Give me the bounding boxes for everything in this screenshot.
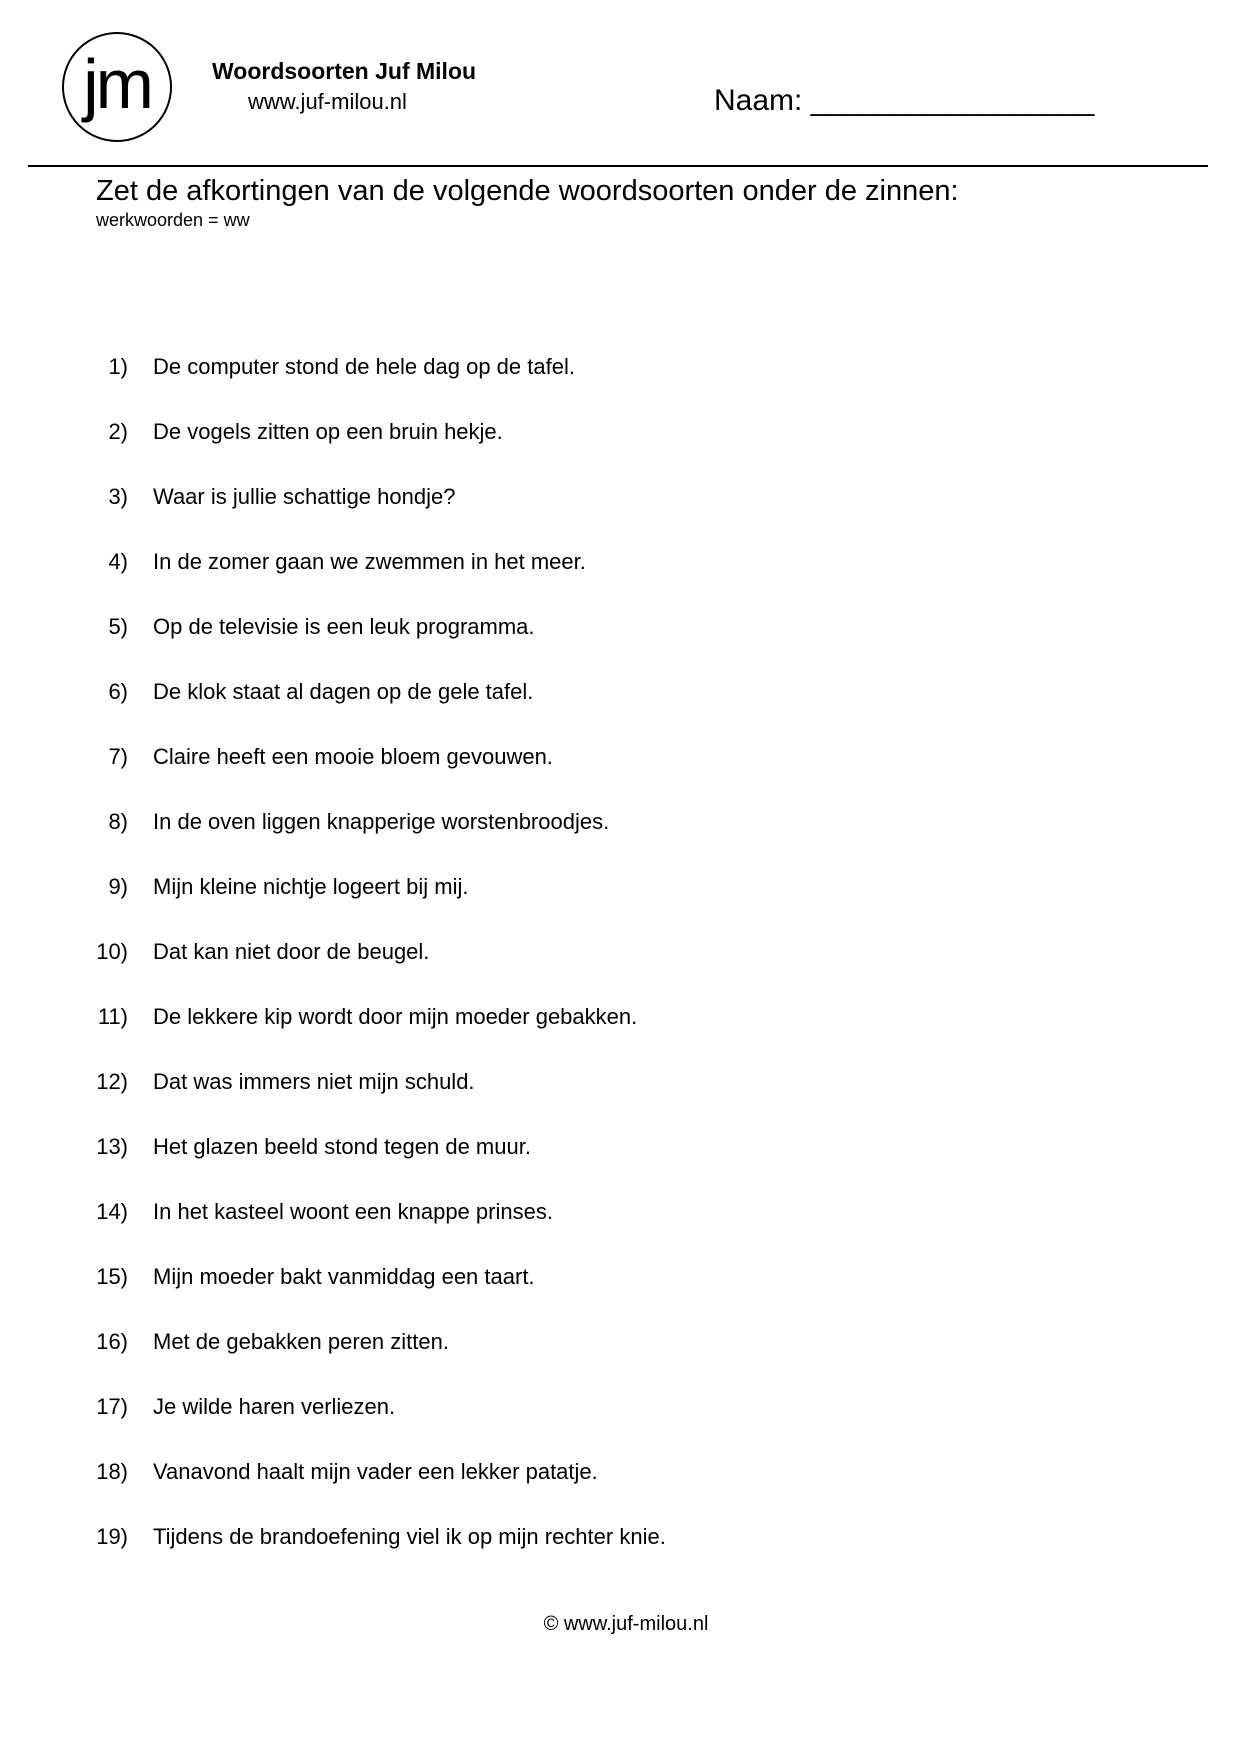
sentence-text: Vanavond haalt mijn vader een lekker patatje. xyxy=(153,1459,598,1484)
sentence-item xyxy=(0,1329,1240,1394)
sentence-text: Met de gebakken peren zitten. xyxy=(153,1329,449,1354)
header-divider xyxy=(28,165,1208,167)
sentence-item xyxy=(0,1264,1240,1329)
sentence-number: 17) xyxy=(96,1394,128,1419)
footer-copyright: © www.juf-milou.nl xyxy=(543,1613,709,1635)
sentence-number: 16) xyxy=(96,1329,128,1354)
sentence-text: De lekkere kip wordt door mijn moeder gebakken. xyxy=(153,1004,638,1029)
sentence-text: Mijn moeder bakt vanmiddag een taart. xyxy=(153,1264,535,1289)
sentence-item xyxy=(0,1134,1240,1199)
sentence-number: 18) xyxy=(96,1459,128,1484)
sentence-text: Dat was immers niet mijn schuld. xyxy=(153,1069,475,1094)
sentence-text: Het glazen beeld stond tegen de muur. xyxy=(153,1134,531,1159)
name-field: Naam: _________________ xyxy=(714,84,1095,117)
sentence-number: 14) xyxy=(96,1199,128,1224)
sentence-text: Tijdens de brandoefening viel ik op mijn rechter knie. xyxy=(153,1524,666,1549)
sentence-item xyxy=(0,419,1240,484)
sentence-item xyxy=(0,939,1240,1004)
sentence-number: 2) xyxy=(108,419,128,444)
sentence-item xyxy=(0,744,1240,809)
sentence-list xyxy=(0,354,1240,1589)
sentence-number: 9) xyxy=(108,874,128,899)
sentence-text: Dat kan niet door de beugel. xyxy=(153,939,430,964)
sentence-item xyxy=(0,1459,1240,1524)
sentence-item xyxy=(0,1004,1240,1069)
sentence-item xyxy=(0,1069,1240,1134)
site-title: Woordsoorten Juf Milou xyxy=(212,58,477,84)
sentence-number: 8) xyxy=(108,809,128,834)
sentence-text: Je wilde haren verliezen. xyxy=(153,1394,396,1419)
sentence-number: 7) xyxy=(108,744,128,769)
logo: jm xyxy=(62,32,172,142)
sentence-number: 12) xyxy=(96,1069,128,1094)
sentence-number: 4) xyxy=(108,549,128,574)
sentence-text: De klok staat al dagen op de gele tafel. xyxy=(153,679,534,704)
site-url: www.juf-milou.nl xyxy=(248,89,407,114)
sentence-item xyxy=(0,484,1240,549)
sentence-number: 10) xyxy=(96,939,128,964)
abbreviation-legend: werkwoorden = ww xyxy=(96,210,250,230)
sentence-number: 1) xyxy=(108,354,128,379)
sentence-item xyxy=(0,549,1240,614)
sentence-text: Waar is jullie schattige hondje? xyxy=(153,484,456,509)
sentence-number: 13) xyxy=(96,1134,128,1159)
sentence-number: 15) xyxy=(96,1264,128,1289)
sentence-item xyxy=(0,1524,1240,1589)
sentence-text: Op de televisie is een leuk programma. xyxy=(153,614,535,639)
sentence-text: In de oven liggen knapperige worstenbroodjes. xyxy=(153,809,610,834)
sentence-number: 11) xyxy=(97,1004,128,1029)
sentence-item xyxy=(0,679,1240,744)
sentence-item xyxy=(0,874,1240,939)
sentence-item xyxy=(0,354,1240,419)
sentence-number: 5) xyxy=(108,614,128,639)
sentence-text: In de zomer gaan we zwemmen in het meer. xyxy=(153,549,586,574)
sentence-item xyxy=(0,809,1240,874)
instruction-text: Zet de afkortingen van de volgende woordsoorten onder de zinnen: xyxy=(96,175,959,207)
sentence-item xyxy=(0,1199,1240,1264)
sentence-text: De vogels zitten op een bruin hekje. xyxy=(153,419,503,444)
sentence-number: 6) xyxy=(108,679,128,704)
sentence-text: In het kasteel woont een knappe prinses. xyxy=(153,1199,553,1224)
sentence-text: Claire heeft een mooie bloem gevouwen. xyxy=(153,744,553,769)
sentence-text: Mijn kleine nichtje logeert bij mij. xyxy=(153,874,469,899)
sentence-number: 19) xyxy=(96,1524,128,1549)
sentence-number: 3) xyxy=(108,484,128,509)
sentence-item xyxy=(0,614,1240,679)
sentence-text: De computer stond de hele dag op de tafel. xyxy=(153,354,575,379)
sentence-item xyxy=(0,1394,1240,1459)
